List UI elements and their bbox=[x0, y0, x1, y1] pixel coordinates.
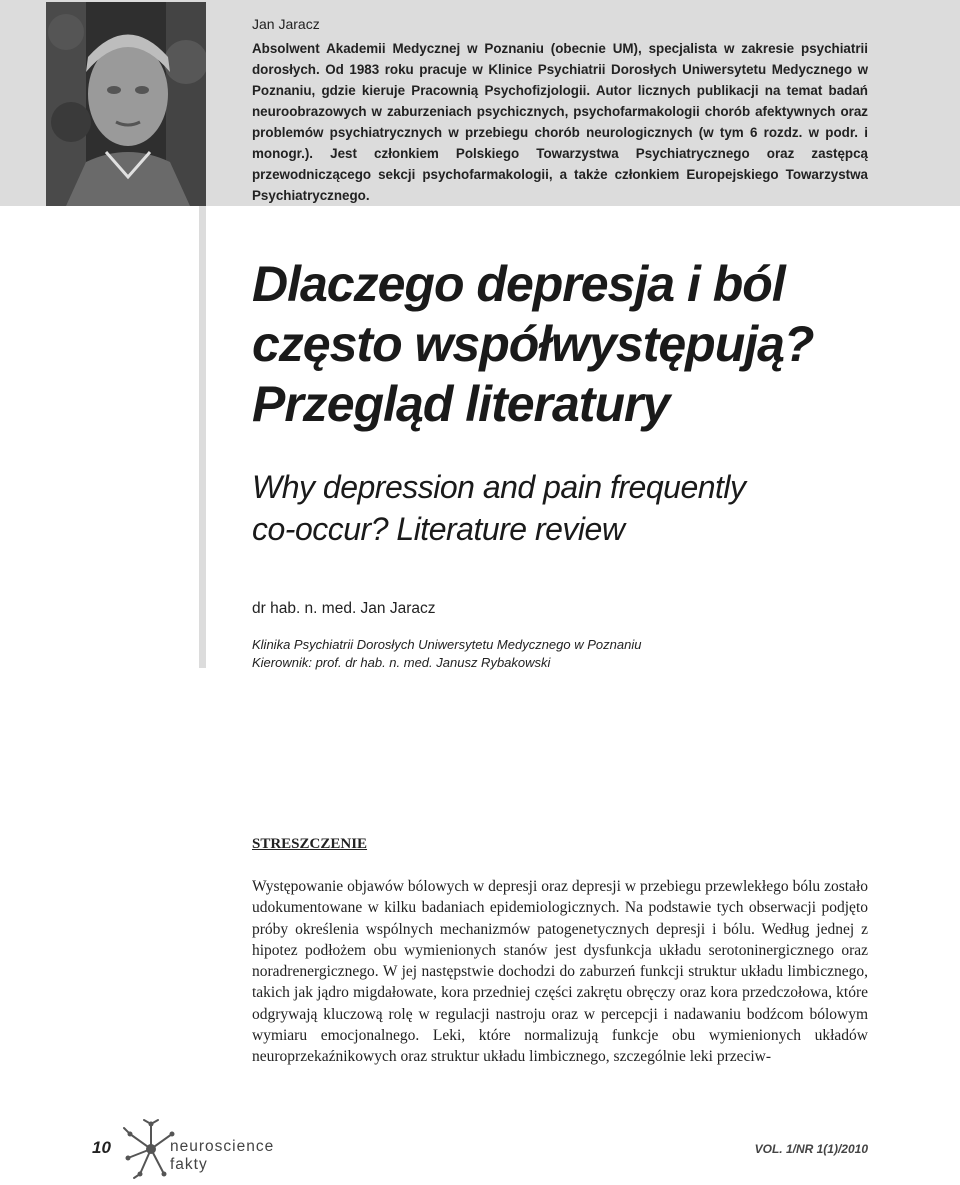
article-author: dr hab. n. med. Jan Jaracz bbox=[252, 600, 436, 617]
brand-line: neuroscience bbox=[170, 1138, 275, 1155]
bio-author-name: Jan Jaracz bbox=[252, 16, 320, 32]
abstract-heading: STRESZCZENIE bbox=[252, 836, 368, 852]
volume-info: VOL. 1/NR 1(1)/2010 bbox=[754, 1142, 868, 1156]
affiliation-institution: Klinika Psychiatrii Dorosłych Uniwersytetu Medycznego w Poznaniu bbox=[252, 637, 642, 652]
title-en-line: Why depression and pain frequently bbox=[252, 469, 746, 505]
author-photo bbox=[46, 2, 206, 206]
brand-line: fakty bbox=[170, 1156, 208, 1173]
author-affiliation bbox=[252, 636, 641, 672]
page-number: 10 bbox=[92, 1138, 111, 1157]
abstract-text: Występowanie objawów bólowych w depresji oraz depresji w przebiegu przewlekłego bólu zostało udokumentowane w kilku badaniach epidemiologicznych. Na podstawie tych obserwacji podjęto próby określenia wspólnych mechanizmów patogenetycznych depresji i bólu. Według jednej z hipotez podłożem obu wymienionych stanów jest dysfunkcja układu serotoninergicznego oraz noradrenergicznego. W jej następstwie dochodzi do zaburzeń funkcji struktur układu limbicznego, takich jak jądro migdałowate, kora przedniej części zakrętu obręczy oraz kora przedczołowa, które odgrywają kluczową rolę w regulacji nastroju oraz w percepcji i nadawaniu bodźcom bólowym wymiaru emocjonalnego. Leki, które normalizują funkcje obu wymienionych układów neuroprzekaźnikowych oraz struktur układu limbicznego, szczególnie leki przeciw- bbox=[252, 878, 868, 1066]
title-pl-line: Przegląd literatury bbox=[252, 376, 670, 432]
journal-brand bbox=[170, 1138, 274, 1174]
article-title-pl bbox=[252, 254, 892, 434]
article-title-en bbox=[252, 466, 872, 550]
title-en-line: co-occur? Literature review bbox=[252, 511, 625, 547]
affiliation-head: Kierownik: prof. dr hab. n. med. Janusz Rybakowski bbox=[252, 655, 551, 670]
decorative-rule bbox=[199, 206, 206, 668]
title-pl-line: często współwystępują? bbox=[252, 316, 814, 372]
title-pl-line: Dlaczego depresja i ból bbox=[252, 256, 785, 312]
bio-text: Absolwent Akademii Medycznej w Poznaniu (obecnie UM), specjalista w zakresie psychiatrii dorosłych. Od 1983 roku pracuje w Klinice Psychiatrii Dorosłych Uniwersytetu Medycznego w Poznaniu, gdzie kieruje Pracownią Psychofizjologii. Autor licznych publikacji na temat badań neuroobrazowych w zaburzeniach psychicznych, psychofarmakologii chorób afektywnych oraz problemów psychiatrycznych w przebiegu chorób neurologicznych (w tym 6 rozdz. w podr. i monogr.). Jest członkiem Polskiego Towarzystwa Psychiatrycznego oraz zastępcą przewodniczącego sekcji psychofarmakologii, a także członkiem Europejskiego Towarzystwa Psychiatrycznego. bbox=[252, 41, 868, 203]
